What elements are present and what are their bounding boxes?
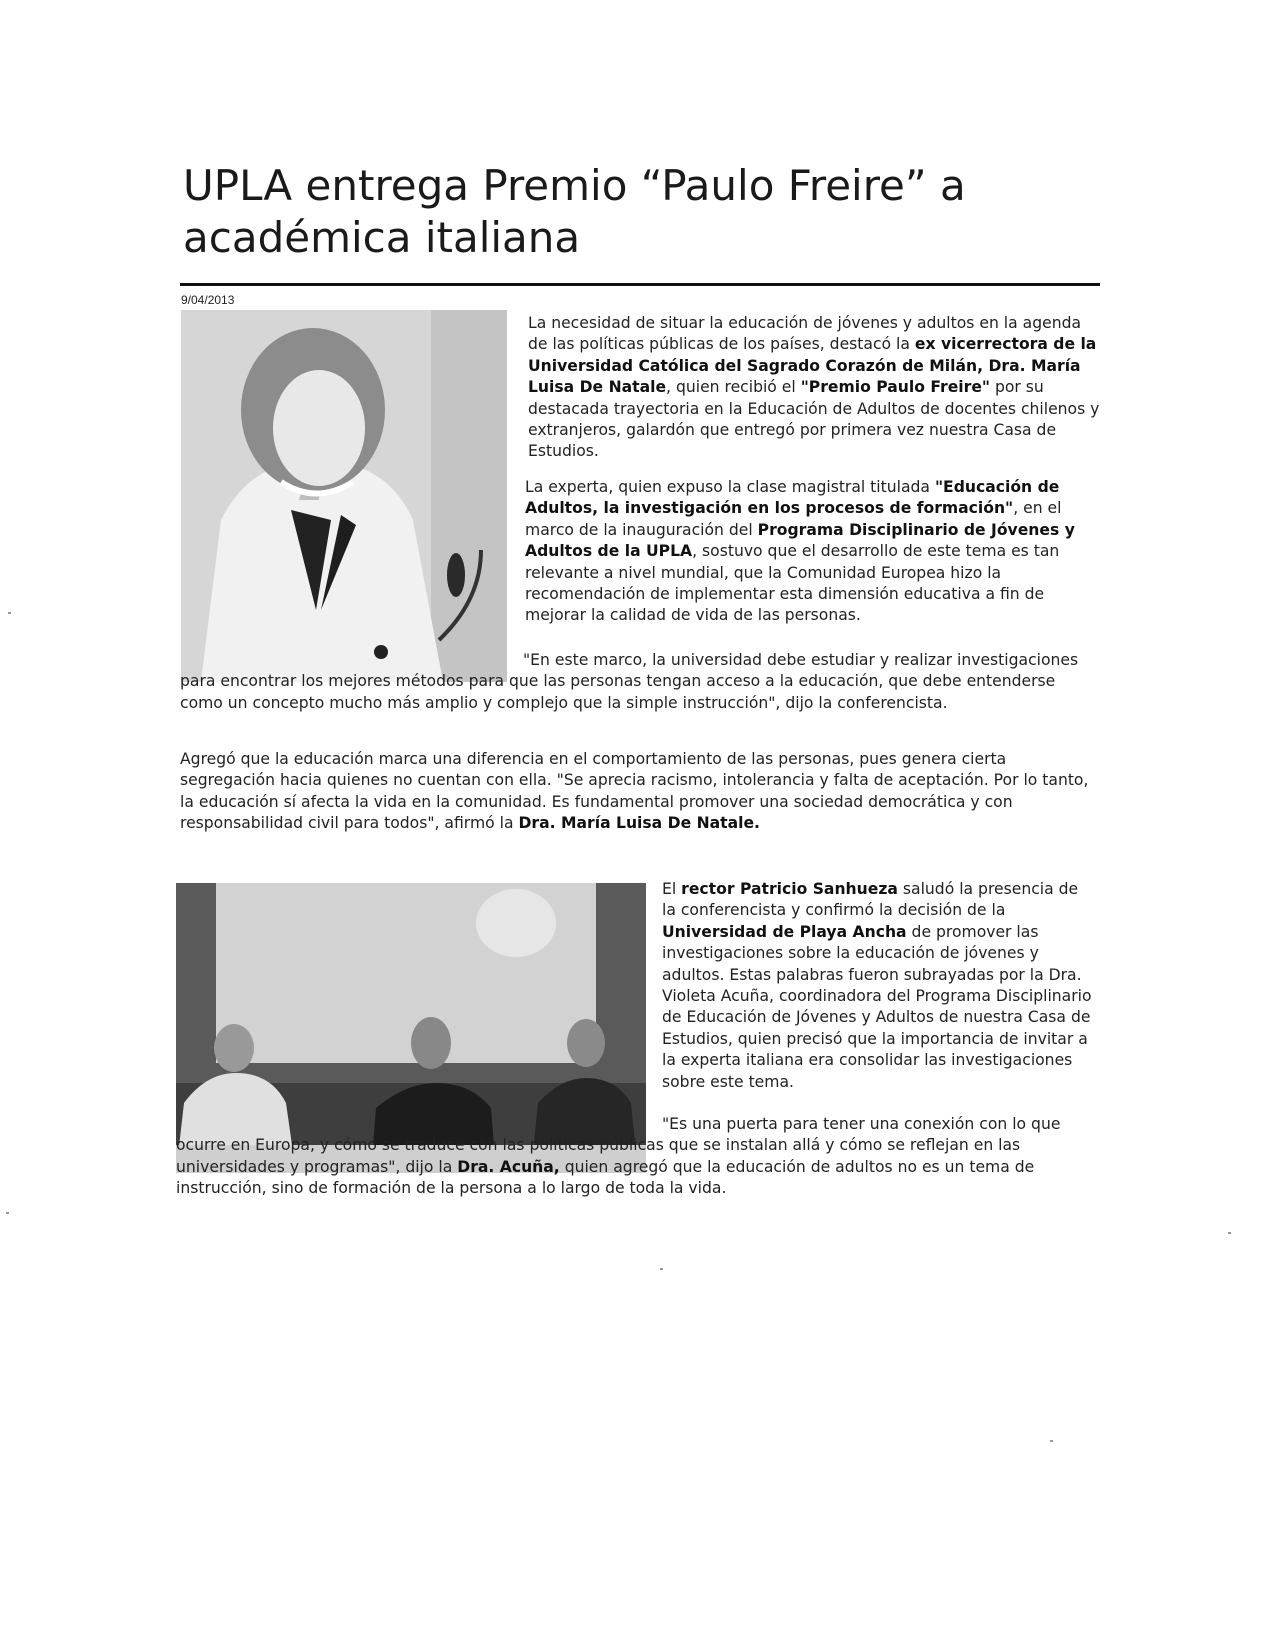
- paragraph-5: El rector Patricio Sanhueza saludó la presencia de la conferencista y confirmó la decisión de la Universidad de Playa Ancha de promover las investigaciones sobre la educación de jóvenes y adultos. Estas palabras fueron subrayadas por la Dra. Violeta Acuña, coordinadora del Programa Disciplinario de Educación de Jóvenes y Adultos de nuestra Casa de Estudios, quien precisó que la importancia de invitar a la experta italiana era consolidar las investigaciones sobre este tema.: [662, 880, 1092, 1091]
- article-title: UPLA entrega Premio “Paulo Freire” a académica italiana: [183, 161, 966, 262]
- scan-speck: [6, 1212, 9, 1214]
- scan-speck: [8, 612, 11, 614]
- scan-speck: [1050, 1440, 1053, 1442]
- speaker-photo: [181, 310, 507, 682]
- paragraph-3: "En este marco, la universidad debe estudiar y realizar investigaciones para encontrar los mejores métodos para que las personas tengan acceso a la educación, que debe entenderse como un concepto mucho más amplio y complejo que la simple instrucción", dijo la conferencista.: [180, 651, 1079, 712]
- paragraph-6: "Es una puerta para tener una conexión con lo que ocurre en Europa, y cómo se traduce con las políticas públicas que se instalan allá y cómo se reflejan en las universidades y programas", dijo la Dra. Acuña, quien agregó que la educación de adultos no es un tema de instrucción, sino de formación de la persona a lo largo de toda la vida.: [176, 1115, 1061, 1198]
- scan-speck: [660, 1268, 663, 1270]
- paragraph-2: La experta, quien expuso la clase magistral titulada "Educación de Adultos, la investigación en los procesos de formación", en el marco de la inauguración del Programa Disciplinario de Jóvenes y Adultos de la UPLA, sostuvo que el desarrollo de este tema es tan relevante a nivel mundial, que la Comunidad Europea hizo la recomendación de implementar esta dimensión educativa a fin de mejorar la calidad de vida de las personas.: [525, 478, 1075, 625]
- scan-speck: [1228, 1232, 1231, 1234]
- paragraph-4: Agregó que la educación marca una diferencia en el comportamiento de las personas, pues genera cierta segregación hacia quienes no cuentan con ella. "Se aprecia racismo, intolerancia y falta de aceptación. Por lo tanto, la educación sí afecta la vida en la comunidad. Es fundamental promover una sociedad democrática y con responsabilidad civil para todos", afirmó la Dra. María Luisa De Natale.: [180, 750, 1089, 833]
- article-date: 9/04/2013: [181, 293, 235, 307]
- title-divider: [180, 283, 1100, 286]
- paragraph-1: La necesidad de situar la educación de jóvenes y adultos en la agenda de las políticas públicas de los países, destacó la ex vicerrectora de la Universidad Católica del Sagrado Corazón de Milán, Dra. María Luisa De Natale, quien recibió el "Premio Paulo Freire" por su destacada trayectoria en la Educación de Adultos de docentes chilenos y extranjeros, galardón que entregó por primera vez nuestra Casa de Estudios.: [528, 314, 1100, 461]
